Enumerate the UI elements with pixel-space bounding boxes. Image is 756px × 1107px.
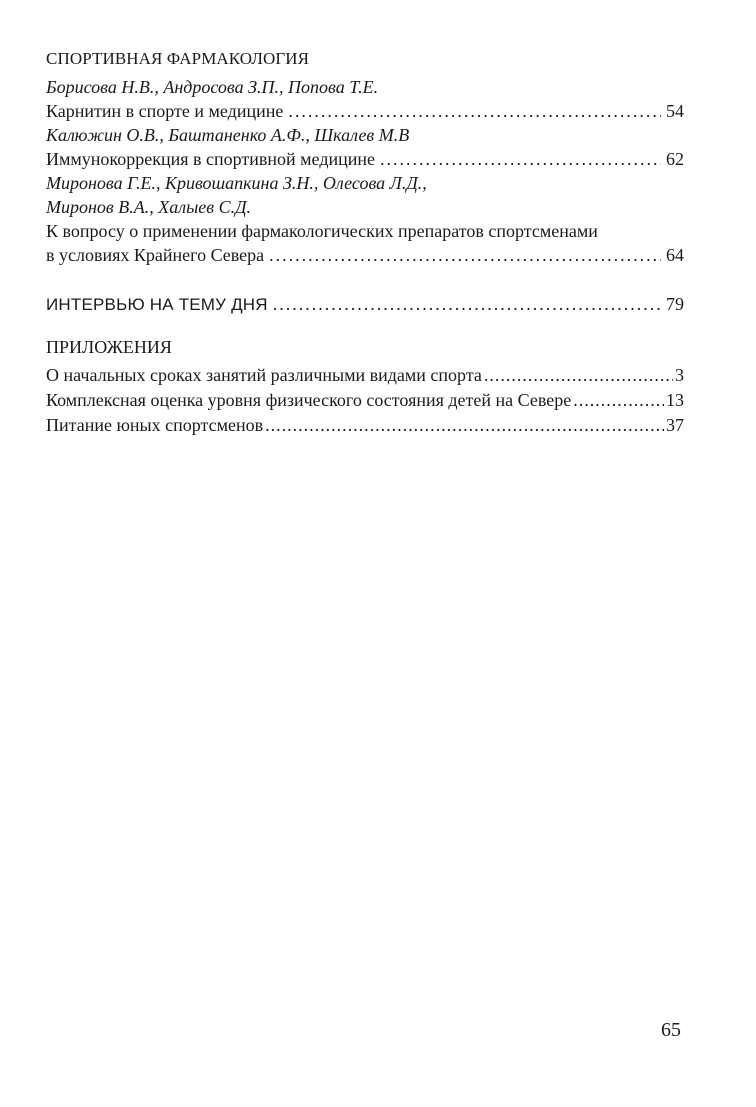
page-ref: 54 bbox=[666, 101, 684, 121]
page-number: 65 bbox=[661, 1019, 681, 1041]
article-authors: Миронова Г.Е., Кривошапкина З.Н., Олесова Л.Д., bbox=[46, 173, 427, 193]
article-title: Карнитин в спорте и медицине bbox=[46, 101, 284, 121]
toc-entry bbox=[46, 171, 684, 267]
appendix-heading: ПРИЛОЖЕНИЯ bbox=[46, 337, 172, 357]
appendix-list bbox=[46, 363, 684, 438]
article-authors: Борисова Н.В., Андросова З.П., Попова Т.Е. bbox=[46, 77, 379, 97]
toc-title-row bbox=[46, 243, 684, 267]
toc-entry bbox=[46, 123, 684, 171]
table-of-contents bbox=[46, 47, 684, 438]
dot-leader bbox=[573, 388, 664, 413]
toc-title-row bbox=[46, 147, 684, 171]
interview-title: ИНТЕРВЬЮ НА ТЕМУ ДНЯ bbox=[46, 295, 268, 314]
toc-entry-interview bbox=[46, 292, 684, 317]
toc-entry bbox=[46, 75, 684, 123]
page-ref: 64 bbox=[666, 245, 684, 265]
appendix-item bbox=[46, 413, 684, 438]
dot-leader bbox=[380, 147, 661, 171]
toc-title-row bbox=[46, 99, 684, 123]
section-heading: СПОРТИВНАЯ ФАРМАКОЛОГИЯ bbox=[46, 49, 310, 68]
page-ref: 37 bbox=[666, 415, 684, 435]
dot-leader bbox=[265, 413, 664, 438]
appendix-title: О начальных сроках занятий различными видами спорта bbox=[46, 365, 482, 385]
article-title: К вопросу о применении фармакологических препаратов спортсменами bbox=[46, 221, 598, 241]
article-authors: Калюжин О.В., Баштаненко А.Ф., Шкалев М.В bbox=[46, 125, 410, 145]
page-ref: 62 bbox=[666, 149, 684, 169]
page-ref: 3 bbox=[675, 365, 684, 385]
article-title: в условиях Крайнего Севера bbox=[46, 245, 265, 265]
appendix-item bbox=[46, 388, 684, 413]
article-authors: Миронов В.А., Халыев С.Д. bbox=[46, 197, 252, 217]
appendix-item bbox=[46, 363, 684, 388]
page-ref: 79 bbox=[666, 294, 684, 314]
dot-leader bbox=[484, 363, 673, 388]
article-title: Иммунокоррекция в спортивной медицине bbox=[46, 149, 375, 169]
page-ref: 13 bbox=[666, 390, 684, 410]
appendix-title: Питание юных спортсменов bbox=[46, 415, 264, 435]
dot-leader bbox=[269, 243, 661, 267]
appendix-title: Комплексная оценка уровня физического состояния детей на Севере bbox=[46, 390, 572, 410]
dot-leader bbox=[273, 292, 661, 316]
dot-leader bbox=[288, 99, 661, 123]
